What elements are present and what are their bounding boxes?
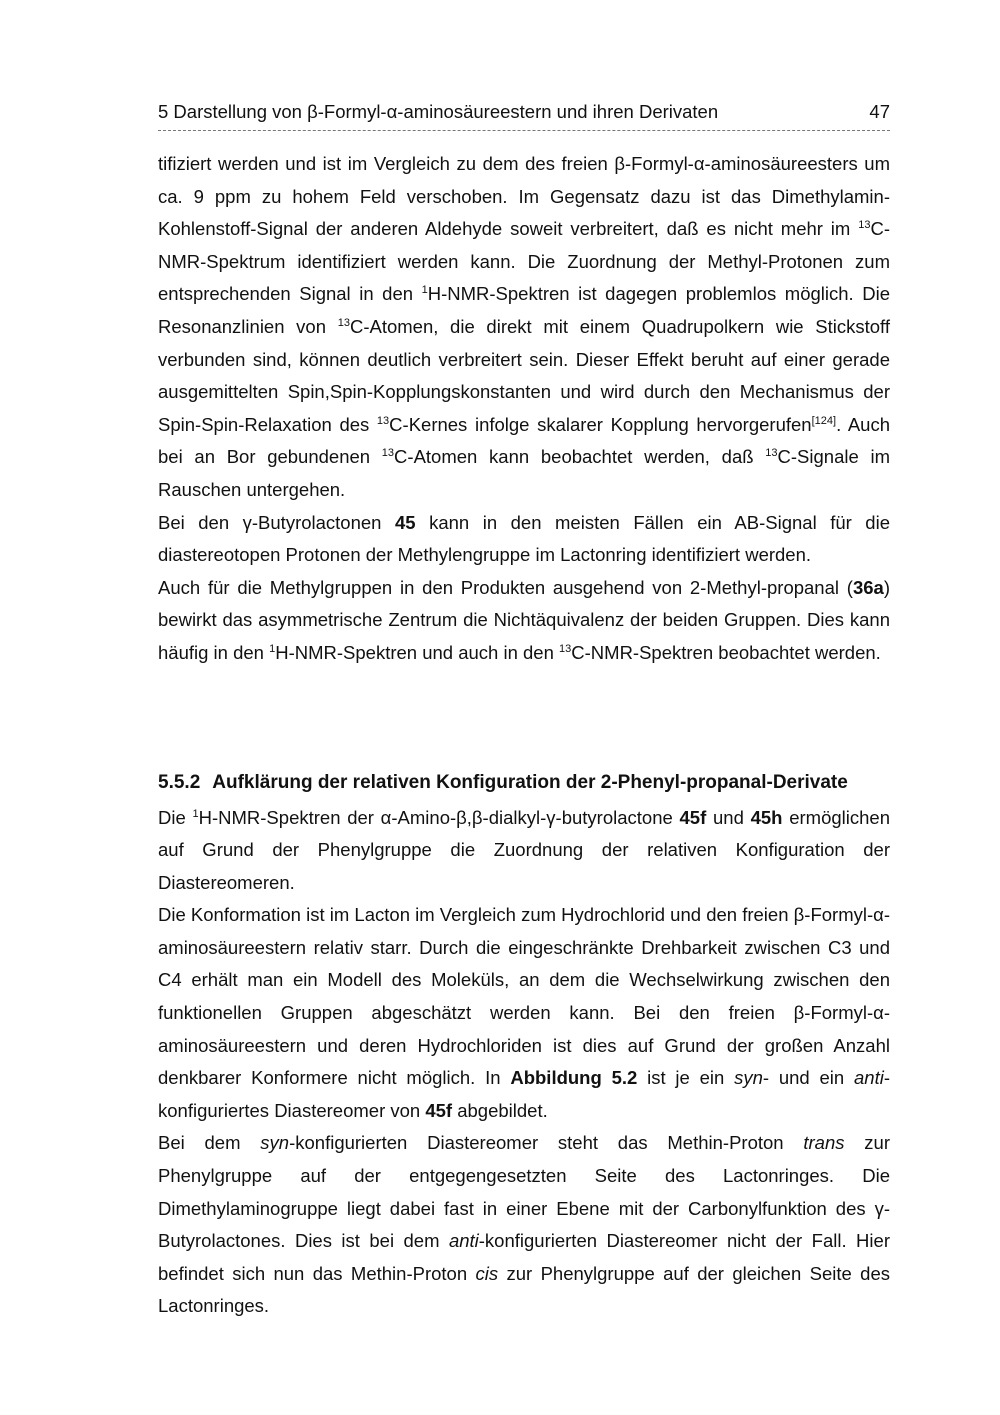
- section-heading: [158, 767, 890, 799]
- paragraph-methyl-groups: Auch für die Methylgruppen in den Produkten ausgehend von 2-Methyl-propanal (36a) bewirkt das asymmetrische Zentrum die Nichtäquivalenz der beiden Gruppen. Dies kann häufig in den $^1$H-NMR-Spektren und auch in den $^{13}$C-NMR-Spektren beobachtet werden.: [158, 576, 890, 663]
- page-number: 47: [869, 101, 890, 122]
- paragraph-butyrolactones: Bei den γ-Butyrolactonen 45 kann in den meisten Fällen ein AB-Signal für die diastereotopen Protonen der Methylengruppe im Lactonring identifiziert werden.: [158, 511, 890, 566]
- paragraph-conformation: Die Konformation ist im Lacton im Vergleich zum Hydrochlorid und den freien β-Formyl-α-aminosäureestern relativ starr. Durch die eingeschränkte Drehbarkeit zwischen C3 und C4 erhält man ein Modell des Moleküls, an dem die Wechselwirkung zwischen den funktionellen Gruppen abgeschätzt werden kann. Bei den freien β-Formyl-α-aminosäureestern und deren Hydrochloriden ist dies auf Grund der großen Anzahl denkbarer Konformere nicht möglich. In Abbildung 5.2 ist je ein syn- und ein anti-konfiguriertes Diastereomer von 45f abgebildet.: [158, 904, 890, 1121]
- page-header: [158, 100, 890, 131]
- paragraph-diastereomer: Bei dem syn-konfigurierten Diastereomer steht das Methin-Proton trans zur Phenylgruppe auf der entgegengesetzten Seite des Lactonringes. Die Dimethylaminogruppe liegt dabei fast in einer Ebene mit der Carbonylfunktion des γ-Butyrolactones. Dies ist bei dem anti-konfigurierten Diastereomer nicht der Fall. Hier befindet sich nun das Methin-Proton cis zur Phenylgruppe auf der gleichen Seite des Lactonringes.: [158, 1132, 890, 1317]
- citation-ref: [124]: [811, 414, 837, 427]
- paragraph-phenyl-spectra: Die $^1$H-NMR-Spektren der α-Amino-β,β-dialkyl-γ-butyrolactone 45f und 45h ermöglichen auf Grund der Phenylgruppe die Zuordnung der relativen Konfiguration der Diastereomeren.: [158, 806, 891, 893]
- section-number: 5.5.2: [158, 771, 201, 793]
- page-body: [158, 148, 890, 1323]
- header-title: 5 Darstellung von β-Formyl-α-aminosäureestern und ihren Derivaten: [158, 101, 719, 122]
- section-title: Aufklärung der relativen Konfiguration der 2-Phenyl-propanal-Derivate: [212, 771, 848, 793]
- paragraph-nmr-signals: tifiziert werden und ist im Vergleich zu dem des freien β-Formyl-α-aminosäureesters um ca. 9 ppm zu hohem Feld verschoben. Im Gegensatz dazu ist das Dimethylamin-Kohlenstoff-Signal der anderen Aldehyde soweit verbreitert, daß es nicht mehr im $^{13}$C-NMR-Spektrum identifiziert werden kann. Die Zuordnung der Methyl-Protonen zum entsprechenden Signal in den $^1$H-NMR-Spektren ist dagegen problemlos möglich. Die Resonanzlinien von $^{13}$C-Atomen, die direkt mit einem Quadrupolkern wie Stickstoff verbunden sind, können deutlich verbreitert sein. Dieser Effekt beruht auf einer gerade ausgemittelten Spin,Spin-Kopplungskonstanten und wird durch den Mechanismus der Spin-Spin-Relaxation des $^{13}$C-Kernes infolge skalarer Kopplung hervorgerufen[124]. Auch bei an Bor gebundenen $^{13}$C-Atomen kann beobachtet werden, daß $^{13}$C-Signale im Rauschen untergehen.: [158, 153, 890, 500]
